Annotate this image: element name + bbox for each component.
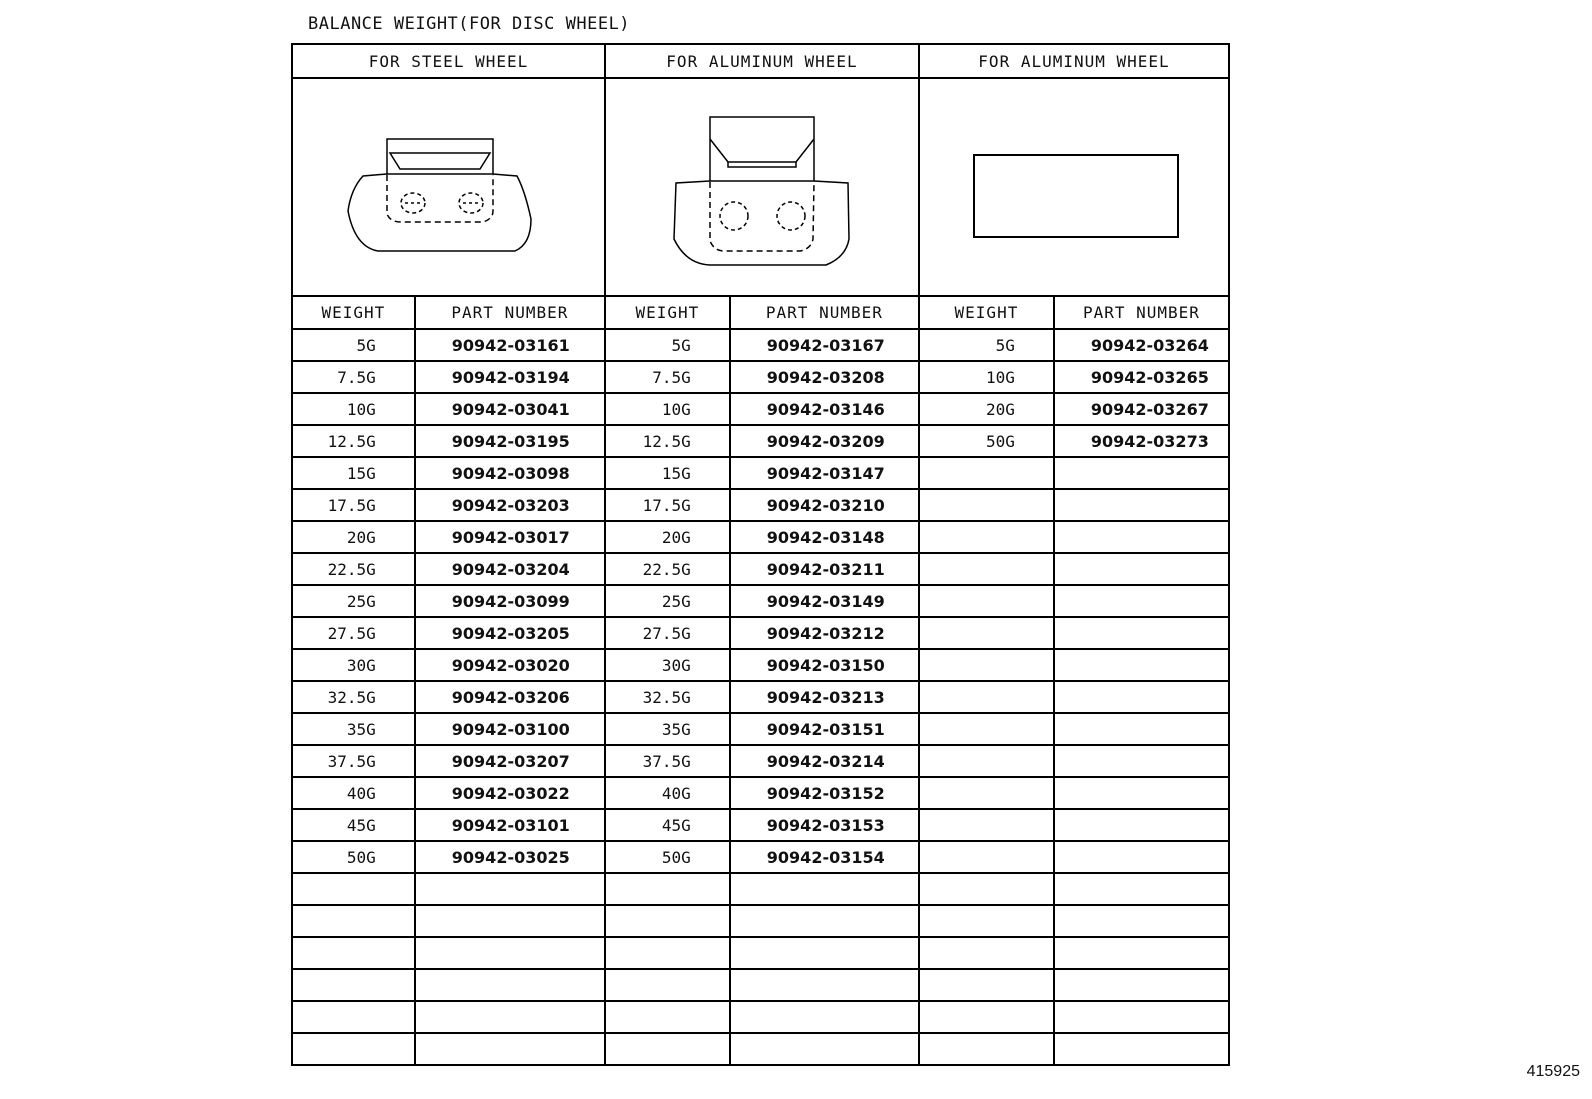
table-row <box>292 1001 1229 1033</box>
table-row <box>292 969 1229 1001</box>
part-number-cell: 90942-03154 <box>730 841 919 873</box>
weight-cell <box>292 873 415 905</box>
weight-cell: 37.5G <box>605 745 730 777</box>
part-number-cell <box>415 937 605 969</box>
part-number-cell <box>1054 841 1229 873</box>
table-row <box>292 809 1229 841</box>
part-number-column-header: PART NUMBER <box>730 296 919 329</box>
weight-cell <box>919 681 1054 713</box>
weight-cell: 30G <box>605 649 730 681</box>
part-number-cell <box>1054 489 1229 521</box>
table-row <box>292 585 1229 617</box>
part-number-column-header: PART NUMBER <box>415 296 605 329</box>
part-number-cell <box>730 1001 919 1033</box>
part-number-cell <box>1054 937 1229 969</box>
weight-cell: 32.5G <box>605 681 730 713</box>
part-number-cell <box>1054 649 1229 681</box>
page-title: BALANCE WEIGHT(FOR DISC WHEEL) <box>308 14 631 34</box>
part-number-cell: 90942-03212 <box>730 617 919 649</box>
part-number-cell: 90942-03204 <box>415 553 605 585</box>
part-number-cell: 90942-03041 <box>415 393 605 425</box>
weight-cell <box>919 553 1054 585</box>
part-number-cell: 90942-03098 <box>415 457 605 489</box>
weight-cell: 17.5G <box>292 489 415 521</box>
weight-cell: 20G <box>292 521 415 553</box>
weight-cell <box>292 937 415 969</box>
weight-cell: 37.5G <box>292 745 415 777</box>
weight-cell: 50G <box>605 841 730 873</box>
weight-cell: 20G <box>605 521 730 553</box>
aluminum-clip-weight-drawing <box>605 78 919 296</box>
weight-cell <box>919 649 1054 681</box>
part-number-cell <box>415 969 605 1001</box>
steel-weight-icon <box>293 79 604 295</box>
part-number-cell: 90942-03167 <box>730 329 919 361</box>
weight-cell: 27.5G <box>605 617 730 649</box>
part-number-cell <box>1054 873 1229 905</box>
weight-cell: 5G <box>919 329 1054 361</box>
part-number-cell <box>730 905 919 937</box>
part-number-cell <box>1054 585 1229 617</box>
weight-cell <box>919 937 1054 969</box>
weight-cell <box>919 1001 1054 1033</box>
part-number-cell <box>1054 1001 1229 1033</box>
weight-cell <box>292 969 415 1001</box>
weight-cell: 12.5G <box>292 425 415 457</box>
part-number-cell: 90942-03214 <box>730 745 919 777</box>
weight-cell: 5G <box>605 329 730 361</box>
weight-cell: 7.5G <box>292 361 415 393</box>
weight-cell: 20G <box>919 393 1054 425</box>
table-row <box>292 361 1229 393</box>
table-row <box>292 393 1229 425</box>
weight-cell: 10G <box>605 393 730 425</box>
part-number-cell: 90942-03020 <box>415 649 605 681</box>
weight-cell <box>919 1033 1054 1065</box>
drawing-row <box>292 78 1229 296</box>
weight-cell: 40G <box>605 777 730 809</box>
part-number-cell: 90942-03206 <box>415 681 605 713</box>
table-row <box>292 745 1229 777</box>
part-number-cell: 90942-03194 <box>415 361 605 393</box>
table-row <box>292 777 1229 809</box>
part-number-cell: 90942-03100 <box>415 713 605 745</box>
table-row <box>292 329 1229 361</box>
part-number-cell <box>1054 1033 1229 1065</box>
weight-cell: 17.5G <box>605 489 730 521</box>
weight-cell: 30G <box>292 649 415 681</box>
weight-cell: 50G <box>292 841 415 873</box>
part-number-cell: 90942-03099 <box>415 585 605 617</box>
table-row <box>292 1033 1229 1065</box>
part-number-cell: 90942-03025 <box>415 841 605 873</box>
part-number-cell <box>415 1001 605 1033</box>
weight-column-header: WEIGHT <box>919 296 1054 329</box>
part-number-cell: 90942-03211 <box>730 553 919 585</box>
weight-cell <box>919 585 1054 617</box>
weight-cell: 35G <box>292 713 415 745</box>
weight-cell: 10G <box>292 393 415 425</box>
weight-cell <box>919 841 1054 873</box>
weight-cell <box>919 713 1054 745</box>
part-number-cell: 90942-03150 <box>730 649 919 681</box>
part-number-cell <box>415 1033 605 1065</box>
weight-cell <box>605 1001 730 1033</box>
table-row <box>292 521 1229 553</box>
aluminum-clip-weight-icon <box>606 79 918 295</box>
part-number-cell <box>730 1033 919 1065</box>
figure-id: 415925 <box>1526 1063 1580 1080</box>
weight-cell: 45G <box>605 809 730 841</box>
part-number-cell: 90942-03203 <box>415 489 605 521</box>
table-row <box>292 425 1229 457</box>
weight-cell <box>919 873 1054 905</box>
part-number-cell: 90942-03213 <box>730 681 919 713</box>
weight-cell: 25G <box>292 585 415 617</box>
weight-cell <box>919 969 1054 1001</box>
weight-cell: 32.5G <box>292 681 415 713</box>
part-number-cell <box>1054 521 1229 553</box>
weight-cell <box>919 905 1054 937</box>
part-number-cell: 90942-03265 <box>1054 361 1229 393</box>
table-row <box>292 873 1229 905</box>
part-number-cell <box>415 873 605 905</box>
weight-cell <box>605 873 730 905</box>
part-number-cell: 90942-03273 <box>1054 425 1229 457</box>
weight-cell <box>292 1033 415 1065</box>
part-number-cell: 90942-03152 <box>730 777 919 809</box>
section-header-aluminum-adhesive: FOR ALUMINUM WHEEL <box>919 44 1229 78</box>
part-number-cell: 90942-03017 <box>415 521 605 553</box>
table-row <box>292 457 1229 489</box>
weight-cell: 22.5G <box>292 553 415 585</box>
weight-cell <box>605 905 730 937</box>
part-number-cell: 90942-03264 <box>1054 329 1229 361</box>
weight-cell <box>919 809 1054 841</box>
part-number-cell: 90942-03149 <box>730 585 919 617</box>
weight-cell: 50G <box>919 425 1054 457</box>
weight-cell: 7.5G <box>605 361 730 393</box>
table-row <box>292 649 1229 681</box>
weight-cell: 27.5G <box>292 617 415 649</box>
weight-cell <box>919 521 1054 553</box>
part-number-cell: 90942-03210 <box>730 489 919 521</box>
part-number-cell <box>1054 681 1229 713</box>
part-number-cell <box>1054 777 1229 809</box>
part-number-cell <box>730 969 919 1001</box>
part-number-cell <box>1054 969 1229 1001</box>
part-number-cell: 90942-03153 <box>730 809 919 841</box>
part-number-cell: 90942-03207 <box>415 745 605 777</box>
part-number-cell: 90942-03151 <box>730 713 919 745</box>
part-number-cell <box>1054 905 1229 937</box>
part-number-cell <box>730 937 919 969</box>
weight-cell: 35G <box>605 713 730 745</box>
weight-cell: 22.5G <box>605 553 730 585</box>
table-row <box>292 841 1229 873</box>
part-number-cell <box>1054 809 1229 841</box>
part-number-cell <box>1054 553 1229 585</box>
part-number-cell <box>1054 457 1229 489</box>
weight-cell <box>605 1033 730 1065</box>
table-row <box>292 713 1229 745</box>
table-row <box>292 553 1229 585</box>
table-row <box>292 617 1229 649</box>
column-header-row <box>292 296 1229 329</box>
section-header-steel: FOR STEEL WHEEL <box>292 44 605 78</box>
weight-cell <box>605 969 730 1001</box>
part-number-cell: 90942-03146 <box>730 393 919 425</box>
part-number-cell: 90942-03205 <box>415 617 605 649</box>
part-number-cell <box>1054 713 1229 745</box>
part-number-cell: 90942-03209 <box>730 425 919 457</box>
part-number-cell <box>1054 617 1229 649</box>
weight-cell <box>919 617 1054 649</box>
weight-cell: 12.5G <box>605 425 730 457</box>
weight-cell: 15G <box>605 457 730 489</box>
weight-cell <box>292 905 415 937</box>
aluminum-adhesive-weight-drawing <box>919 78 1229 296</box>
balance-weight-table <box>291 43 1230 1066</box>
part-number-column-header: PART NUMBER <box>1054 296 1229 329</box>
weight-cell <box>919 457 1054 489</box>
steel-wheel-weight-drawing <box>292 78 605 296</box>
weight-cell: 45G <box>292 809 415 841</box>
part-number-cell: 90942-03147 <box>730 457 919 489</box>
part-number-cell <box>730 873 919 905</box>
section-header-aluminum-clip: FOR ALUMINUM WHEEL <box>605 44 919 78</box>
part-number-cell: 90942-03101 <box>415 809 605 841</box>
part-number-cell: 90942-03148 <box>730 521 919 553</box>
adhesive-weight-icon <box>920 79 1228 295</box>
part-number-cell: 90942-03267 <box>1054 393 1229 425</box>
part-number-cell <box>415 905 605 937</box>
part-number-cell <box>1054 745 1229 777</box>
weight-cell: 10G <box>919 361 1054 393</box>
part-number-cell: 90942-03022 <box>415 777 605 809</box>
table-row <box>292 937 1229 969</box>
weight-cell: 5G <box>292 329 415 361</box>
table-row <box>292 905 1229 937</box>
weight-cell <box>605 937 730 969</box>
weight-column-header: WEIGHT <box>292 296 415 329</box>
table-row <box>292 681 1229 713</box>
section-header-row <box>292 44 1229 78</box>
weight-cell <box>919 489 1054 521</box>
weight-cell: 25G <box>605 585 730 617</box>
weight-cell: 40G <box>292 777 415 809</box>
part-number-cell: 90942-03195 <box>415 425 605 457</box>
weight-cell <box>919 745 1054 777</box>
part-number-cell: 90942-03208 <box>730 361 919 393</box>
weight-cell <box>919 777 1054 809</box>
table-row <box>292 489 1229 521</box>
part-number-cell: 90942-03161 <box>415 329 605 361</box>
weight-cell: 15G <box>292 457 415 489</box>
weight-cell <box>292 1001 415 1033</box>
weight-column-header: WEIGHT <box>605 296 730 329</box>
